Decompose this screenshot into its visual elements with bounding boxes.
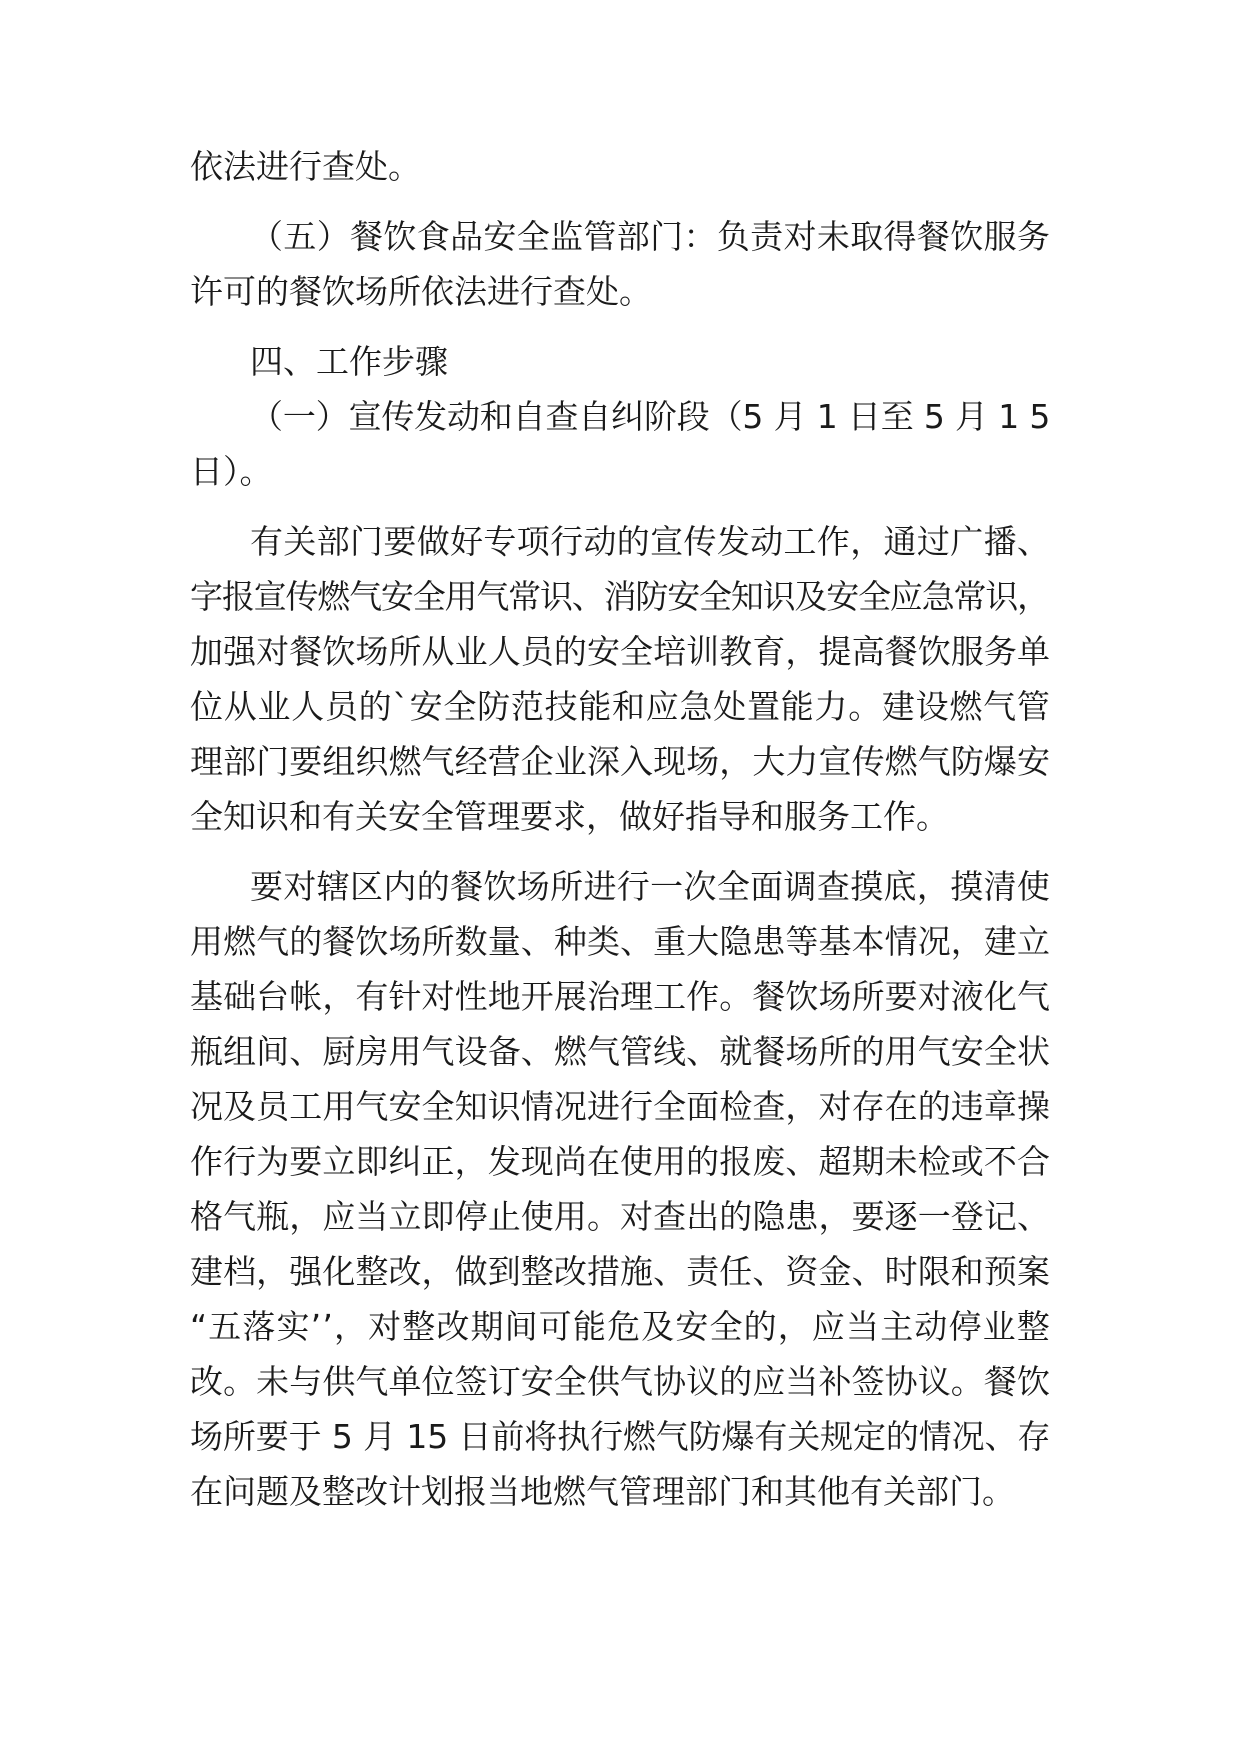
text-line: 字报宣传燃气安全用气常识、消防安全知识及安全应急常识， — [190, 577, 1051, 616]
text-line: 日）。 — [190, 452, 273, 491]
text-line: 全知识和有关安全管理要求，做好指导和服务工作。 — [190, 797, 949, 836]
subsection-heading: （一）宣传发动和自查自纠阶段（5 月 1 日至 5 月 1 5 — [250, 397, 1051, 436]
text-line: 况及员工用气安全知识情况进行全面检查，对存在的违章操 — [190, 1087, 1050, 1126]
text-line: （五）餐饮食品安全监管部门：负责对未取得餐饮服务 — [250, 217, 1050, 256]
text-line: 场所要于 5 月 15 日前将执行燃气防爆有关规定的情况、存 — [190, 1417, 1051, 1456]
text-line: 在问题及整改计划报当地燃气管理部门和其他有关部门。 — [190, 1472, 1015, 1511]
text-line: 建档，强化整改，做到整改措施、责任、资金、时限和预案 — [190, 1252, 1050, 1291]
text-line: 依法进行查处。 — [190, 147, 421, 186]
text-line: 要对辖区内的餐饮场所进行一次全面调查摸底，摸清使 — [250, 867, 1050, 906]
text-line: 基础台帐，有针对性地开展治理工作。餐饮场所要对液化气 — [190, 977, 1050, 1016]
text-line: 加强对餐饮场所从业人员的安全培训教育，提高餐饮服务单 — [190, 632, 1050, 671]
text-line: 理部门要组织燃气经营企业深入现场，大力宣传燃气防爆安 — [190, 742, 1050, 781]
text-line: 位从业人员的`安全防范技能和应急处置能力。建设燃气管 — [190, 687, 1050, 726]
text-line: 有关部门要做好专项行动的宣传发动工作，通过广播、 — [250, 522, 1050, 561]
text-line: 改。未与供气单位签订安全供气协议的应当补签协议。餐饮 — [190, 1362, 1050, 1401]
text-line: “五落实’’，对整改期间可能危及安全的，应当主动停业整 — [190, 1307, 1050, 1346]
section-heading: 四、工作步骤 — [250, 342, 448, 381]
text-line: 用燃气的餐饮场所数量、种类、重大隐患等基本情况，建立 — [190, 922, 1050, 961]
text-line: 格气瓶，应当立即停止使用。对查出的隐患，要逐一登记、 — [190, 1197, 1050, 1236]
text-line: 作行为要立即纠正，发现尚在使用的报废、超期未检或不合 — [190, 1142, 1050, 1181]
text-line: 许可的餐饮场所依法进行查处。 — [190, 272, 652, 311]
text-line: 瓶组间、厨房用气设备、燃气管线、就餐场所的用气安全状 — [190, 1032, 1050, 1071]
